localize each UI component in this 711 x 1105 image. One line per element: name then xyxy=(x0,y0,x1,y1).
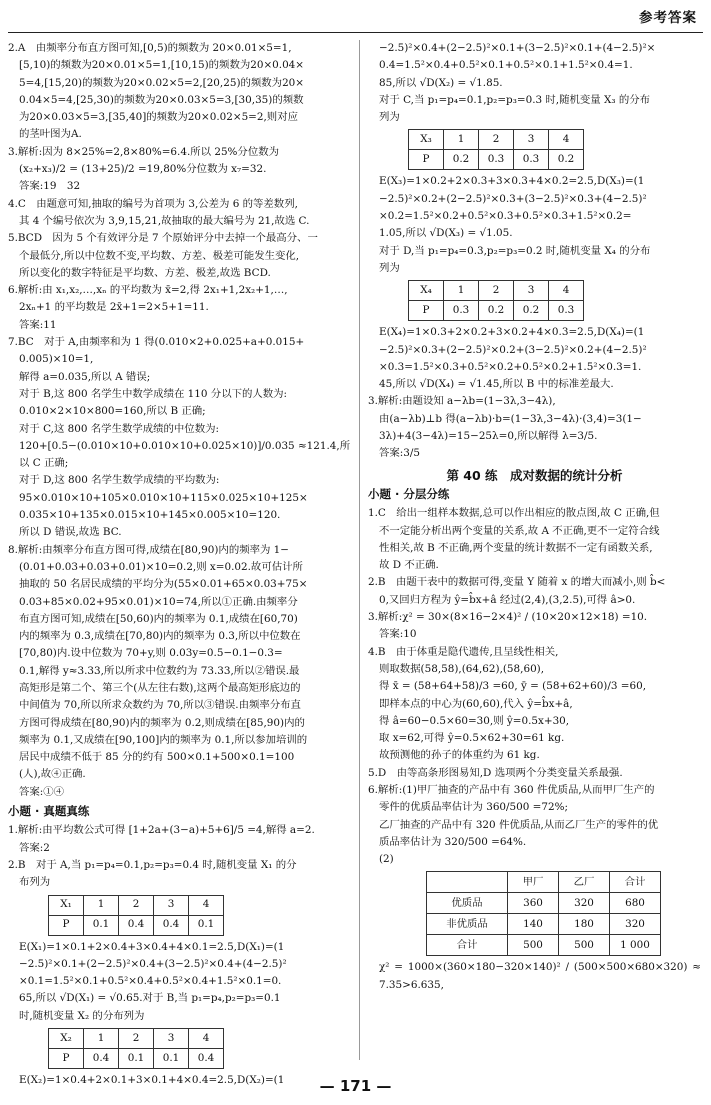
text-line: 的茎叶图为A. xyxy=(19,128,82,141)
table-header-cell: X₂ xyxy=(49,1029,84,1049)
question-item: 7.BC 对于 A,由频率和为 1 得(0.010×2+0.025+a+0.015+ xyxy=(8,336,305,349)
text-line: [5,10)的频数为20×0.01×5=1,[10,15)的频数为20×0.04× xyxy=(19,59,304,72)
text-line: 3λ)+4(3−4λ)=15−25λ=0,所以解得 λ=3/5. xyxy=(379,430,598,443)
table-cell: 4 xyxy=(189,1029,224,1049)
text-line: 0,又回归方程为 ŷ=b̂x+â 经过(2,4),(3,2.5),可得 â>0. xyxy=(379,593,636,606)
table-cell: 1 xyxy=(84,895,119,915)
table-cell: 0.4 xyxy=(189,1049,224,1069)
text-line: 内的频率为 0.3,成绩在[70,80)内的频率为 0.3,所以中位数在 xyxy=(19,630,301,643)
question-item: 2.A 由频率分布直方图可知,[0,5)的频数为 20×0.01×5=1, xyxy=(8,42,292,54)
table-cell: 0.3 xyxy=(479,150,514,170)
question-item: 2.B 对于 A,当 p₁=p₄=0.1,p₂=p₃=0.4 时,随机变量 X₁ 的分 xyxy=(8,858,297,871)
text-line: 得 x̄ = (58+64+58)/3 =60, ȳ = (58+62+60)/3 =60, xyxy=(379,680,647,693)
text-line: 对于 B,这 800 名学生中数学成绩在 110 分以下的人数为: xyxy=(19,387,288,400)
text-line: 质品率估计为 320/500 =64%. xyxy=(379,835,527,848)
text-line: 95×0.010×10+105×0.010×10+115×0.025×10+125× xyxy=(19,491,308,504)
text-line: 对于 C,当 p₁=p₄=0.1,p₂=p₃=0.3 时,随机变量 X₃ 的分布 xyxy=(379,93,651,106)
contingency-table xyxy=(426,871,661,956)
distribution-table xyxy=(408,129,584,170)
table-cell: 360 xyxy=(508,893,559,914)
text-line: 性相关,故 B 不正确,两个变量的统计数据不一定有函数关系, xyxy=(379,541,653,554)
text-line: ×0.3=1.5²×0.3+0.5²×0.2+0.5²×0.2+1.5²×0.3=1. xyxy=(379,360,642,373)
text-line: 85,所以 √D(X₂) = √1.85. xyxy=(379,76,503,89)
distribution-table xyxy=(48,1028,224,1069)
text-line: 45,所以 √D(X₄) = √1.45,所以 B 中的标准差最大. xyxy=(379,378,614,391)
text-line: ×0.2=1.5²×0.2+0.5²×0.3+0.5²×0.3+1.5²×0.2= xyxy=(379,210,632,223)
text-line: 对于 D,这 800 名学生数学成绩的平均数为: xyxy=(19,474,220,487)
text-line: 抽取的 50 名居民成绩的平均分为(55×0.01+65×0.03+75× xyxy=(19,578,308,591)
text-line: 时,随机变量 X₂ 的分布列为 xyxy=(19,1009,145,1022)
question-item: 8.解析:由频率分布直方图可得,成绩在[80,90)内的频率为 1− xyxy=(8,543,290,556)
text-line: 答案:①④ xyxy=(19,785,65,798)
text-line: 0.03+85×0.02+95×0.01)×10=74,所以①正确.由频率分 xyxy=(19,595,298,608)
text-line: 为20×0.03×5=3,[35,40]的频数为20×0.02×5=2,则对应 xyxy=(19,111,298,124)
table-cell: 3 xyxy=(154,895,189,915)
text-line: 高矩形是第二个、第三个(从左往右数),这两个最高矩形底边的 xyxy=(19,681,301,694)
table-cell: 0.1 xyxy=(84,915,119,935)
text-line: −2.5)²×0.1+(2−2.5)²×0.4+(3−2.5)²×0.4+(4−2.5)² xyxy=(19,957,287,970)
table-cell: 0.2 xyxy=(514,301,549,321)
text-line: 0.010×2×10×800=160,所以 B 正确; xyxy=(19,405,206,418)
right-column xyxy=(368,40,701,994)
text-line: 所以 D 错误,故选 BC. xyxy=(19,526,122,539)
text-line: 65,所以 √D(X₁) = √0.65.对于 B,当 p₁=p₄,p₂=p₃=0.1 xyxy=(19,992,281,1005)
table-cell: 0.4 xyxy=(119,915,154,935)
text-line: 2xₙ+1 的平均数是 2x̄+1=2×5+1=11. xyxy=(19,301,209,314)
text-line: 对于 D,当 p₁=p₄=0.3,p₂=p₃=0.2 时,随机变量 X₄ 的分布 xyxy=(379,244,651,257)
table-cell: 2 xyxy=(119,895,154,915)
table-cell: 非优质品 xyxy=(427,914,508,935)
table-cell: 2 xyxy=(479,130,514,150)
table-cell: 0.3 xyxy=(549,301,584,321)
text-line: χ² = 1000×(360×180−320×140)² / (500×500×680×320) ≈7.35>6.635, xyxy=(379,961,701,991)
chapter-title: 第 40 练 成对数据的统计分析 xyxy=(446,467,623,483)
distribution-table xyxy=(48,895,224,936)
table-cell: 0.3 xyxy=(514,150,549,170)
table-cell: 0.3 xyxy=(444,301,479,321)
text-line: 0.04×5=4,[25,30)的频数为20×0.03×5=3,[30,35)的频数 xyxy=(19,93,304,106)
text-line: 0.035×10+135×0.015×10+145×0.005×10=120. xyxy=(19,509,281,522)
text-line: 则取数据(58,58),(64,62),(58,60), xyxy=(379,662,545,675)
table-cell: 320 xyxy=(559,893,610,914)
text-line: 由(a−λb)⊥b 得(a−λb)·b=(1−3λ,3−4λ)·(3,4)=3(1− xyxy=(379,412,642,425)
text-line: 乙厂抽查的产品中有 320 件优质品,从而乙厂生产的零件的优 xyxy=(379,818,659,831)
table-cell: 4 xyxy=(189,895,224,915)
text-line: 0.4=1.5²×0.4+0.5²×0.1+0.5²×0.1+1.5²×0.4=1. xyxy=(379,59,633,72)
text-line: (人),故④正确. xyxy=(19,768,86,781)
distribution-table xyxy=(408,280,584,321)
table-header-cell: 乙厂 xyxy=(559,872,610,893)
text-line: 答案:2 xyxy=(19,841,50,854)
table-cell: 1 xyxy=(84,1029,119,1049)
table-cell: 0.4 xyxy=(154,915,189,935)
table-header-cell: 甲厂 xyxy=(508,872,559,893)
text-line: 得 â=60−0.5×60=30,则 ŷ=0.5x+30, xyxy=(379,714,570,727)
table-cell: 0.1 xyxy=(154,1049,189,1069)
text-line: 个最低分,所以中位数不变,平均数、方差、极差可能发生变化, xyxy=(19,249,300,262)
text-line: 故预测他的孙子的体重约为 61 kg. xyxy=(379,749,540,762)
text-line: 所以变化的数字特征是平均数、方差、极差,故选 BCD. xyxy=(19,266,271,279)
question-item: 3.解析:因为 8×25%=2,8×80%=6.4.所以 25%分位数为 xyxy=(8,145,279,158)
column-divider xyxy=(359,40,360,1060)
text-line: 列为 xyxy=(379,111,400,124)
table-cell: 180 xyxy=(559,914,610,935)
table-header-cell xyxy=(427,872,508,893)
text-line: 答案:19 32 xyxy=(19,180,81,193)
text-line: 对于 C,这 800 名学生数学成绩的中位数为: xyxy=(19,422,219,435)
table-cell: 140 xyxy=(508,914,559,935)
table-cell: 1 xyxy=(444,130,479,150)
text-line: 以 C 正确; xyxy=(19,457,69,470)
table-cell: 4 xyxy=(549,130,584,150)
question-item: 5.BCD 因为 5 个有效评分是 7 个原始评分中去掉一个最高分、一 xyxy=(8,232,318,245)
question-item: 5.D 由等高条形图易知,D 选项两个分类变量关系最强. xyxy=(368,766,623,779)
text-line: 0.1,解得 y≈3.33,所以所求中位数约为 73.33,所以②错误.最 xyxy=(19,664,300,677)
left-column xyxy=(8,40,352,1089)
text-line: 布列为 xyxy=(19,876,51,889)
table-cell: 合计 xyxy=(427,935,508,956)
text-line: E(X₄)=1×0.3+2×0.2+3×0.2+4×0.3=2.5,D(X₄)=(1 xyxy=(379,326,645,339)
section-heading: 小题 · 真题真练 xyxy=(8,804,90,819)
question-item: 4.C 由题意可知,抽取的编号为首项为 3,公差为 6 的等差数列, xyxy=(8,197,298,210)
question-item: 6.解析:(1)甲厂抽查的产品中有 360 件优质品,从而甲厂生产的 xyxy=(368,783,655,796)
text-line: 零件的优质品率估计为 360/500 =72%; xyxy=(379,801,568,814)
table-cell: 2 xyxy=(479,281,514,301)
question-item: 4.B 由于体重是隐代遗传,且呈线性相关, xyxy=(368,645,559,658)
table-cell: 4 xyxy=(549,281,584,301)
page-header-title: 参考答案 xyxy=(639,10,697,26)
text-line: 不一定能分析出两个变量的关系,故 A 不正确,更不一定符合线 xyxy=(379,524,660,537)
text-line: −2.5)²×0.4+(2−2.5)²×0.1+(3−2.5)²×0.1+(4−2.5)²× xyxy=(379,42,656,54)
text-line: −2.5)²×0.2+(2−2.5)²×0.3+(3−2.5)²×0.3+(4−2.5)² xyxy=(379,192,647,205)
table-header-cell: X₃ xyxy=(409,130,444,150)
text-line: 解得 a=0.035,所以 A 错误; xyxy=(19,370,151,383)
text-line: 其 4 个编号依次为 3,9,15,21,故抽取的最大编号为 21,故选 C. xyxy=(19,214,310,227)
table-cell: 0.2 xyxy=(444,150,479,170)
question-item: 3.解析:χ² = 30×(8×16−2×4)² / (10×20×12×18) =10. xyxy=(368,611,648,624)
text-line: (x₂+x₃)/2 = (13+25)/2 =19,80%分位数为 x₇=32. xyxy=(19,163,267,176)
text-line: 居民中成绩不低于 85 分的约有 500×0.1+500×0.1=100 xyxy=(19,751,295,764)
text-line: E(X₁)=1×0.1+2×0.4+3×0.4+4×0.1=2.5,D(X₁)=(1 xyxy=(19,940,285,953)
table-header-cell: X₄ xyxy=(409,281,444,301)
text-line: 频率为 0.1,又成绩在[90,100]内的频率为 0.1,所以参加培训的 xyxy=(19,733,308,746)
text-line: 故 D 不正确. xyxy=(379,559,439,572)
table-header-cell: P xyxy=(409,150,444,170)
table-cell: 0.2 xyxy=(479,301,514,321)
table-cell: 320 xyxy=(610,914,661,935)
table-cell: 优质品 xyxy=(427,893,508,914)
text-line: 答案:10 xyxy=(379,628,417,641)
question-item: 2.B 由题干表中的数据可得,变量 Y 随着 x 的增大而减小,则 b̂< xyxy=(368,576,666,589)
table-cell: 500 xyxy=(508,935,559,956)
text-line: (0.01+0.03+0.03+0.01)×10=0.2,则 x=0.02.故可估计所 xyxy=(19,560,303,573)
table-header-cell: P xyxy=(49,915,84,935)
question-item: 3.解析:由题设知 a−λb=(1−3λ,3−4λ), xyxy=(368,395,556,408)
question-item: 1.C 给出一组样本数据,总可以作出相应的散点图,故 C 正确,但 xyxy=(368,507,660,520)
table-cell: 3 xyxy=(514,281,549,301)
text-line: 答案:11 xyxy=(19,318,57,331)
table-cell: 3 xyxy=(154,1029,189,1049)
text-line: 1.05,所以 √D(X₃) = √1.05. xyxy=(379,227,513,240)
table-header-cell: P xyxy=(409,301,444,321)
text-line: 列为 xyxy=(379,261,400,274)
text-line: 取 x=62,可得 ŷ=0.5×62+30=61 kg. xyxy=(379,732,565,745)
text-line: 即样本点的中心为(60,60),代入 ŷ=b̂x+â, xyxy=(379,697,573,710)
text-line: E(X₃)=1×0.2+2×0.3+3×0.3+4×0.2=2.5,D(X₃)=(1 xyxy=(379,175,645,188)
table-cell: 3 xyxy=(514,130,549,150)
section-heading: 小题 · 分层分练 xyxy=(368,486,450,501)
table-header-cell: P xyxy=(49,1049,84,1069)
text-line: 布直方图可知,成绩在[50,60)内的频率为 0.1,成绩在[60,70) xyxy=(19,612,298,625)
text-line: 答案:3/5 xyxy=(379,447,421,460)
text-line: E(X₂)=1×0.4+2×0.1+3×0.1+4×0.4=2.5,D(X₂)=(1 xyxy=(19,1074,285,1087)
text-line: 5=4,[15,20)的频数为20×0.02×5=2,[20,25)的频数为20× xyxy=(19,76,304,89)
page-number: — 171 — xyxy=(319,1076,392,1095)
question-item: 1.解析:由平均数公式可得 [1+2a+(3−a)+5+6]/5 =4,解得 a=2. xyxy=(8,824,315,837)
table-cell: 1 xyxy=(444,281,479,301)
table-header-cell: X₁ xyxy=(49,895,84,915)
text-line: −2.5)²×0.3+(2−2.5)²×0.2+(3−2.5)²×0.2+(4−2.5)² xyxy=(379,343,647,356)
text-line: 0.005)×10=1, xyxy=(19,353,94,366)
table-cell: 1 000 xyxy=(610,935,661,956)
text-line: (2) xyxy=(379,853,394,866)
table-header-cell: 合计 xyxy=(610,872,661,893)
table-cell: 0.1 xyxy=(189,915,224,935)
text-line: [70,80)内.设中位数为 70+y,则 0.03y=0.5−0.1−0.3= xyxy=(19,647,283,660)
header-rule xyxy=(8,32,703,33)
table-cell: 680 xyxy=(610,893,661,914)
table-cell: 0.1 xyxy=(119,1049,154,1069)
table-cell: 500 xyxy=(559,935,610,956)
text-line: ×0.1=1.5²×0.1+0.5²×0.4+0.5²×0.4+1.5²×0.1=0. xyxy=(19,975,282,988)
table-cell: 0.2 xyxy=(549,150,584,170)
table-cell: 2 xyxy=(119,1029,154,1049)
text-line: 中间值为 70,所以所求众数约为 70,所以③错误.由频率分布直 xyxy=(19,699,301,712)
text-line: 120+[0.5−(0.010×10+0.010×10+0.025×10)]/0.035 ≈121.4,所 xyxy=(19,439,351,452)
table-cell: 0.4 xyxy=(84,1049,119,1069)
question-item: 6.解析:由 x₁,x₂,…,xₙ 的平均数为 x̄=2,得 2x₁+1,2x₂+1,…, xyxy=(8,284,288,297)
text-line: 方图可得成绩在[80,90)内的频率为 0.2,则成绩在[85,90)内的 xyxy=(19,716,305,729)
